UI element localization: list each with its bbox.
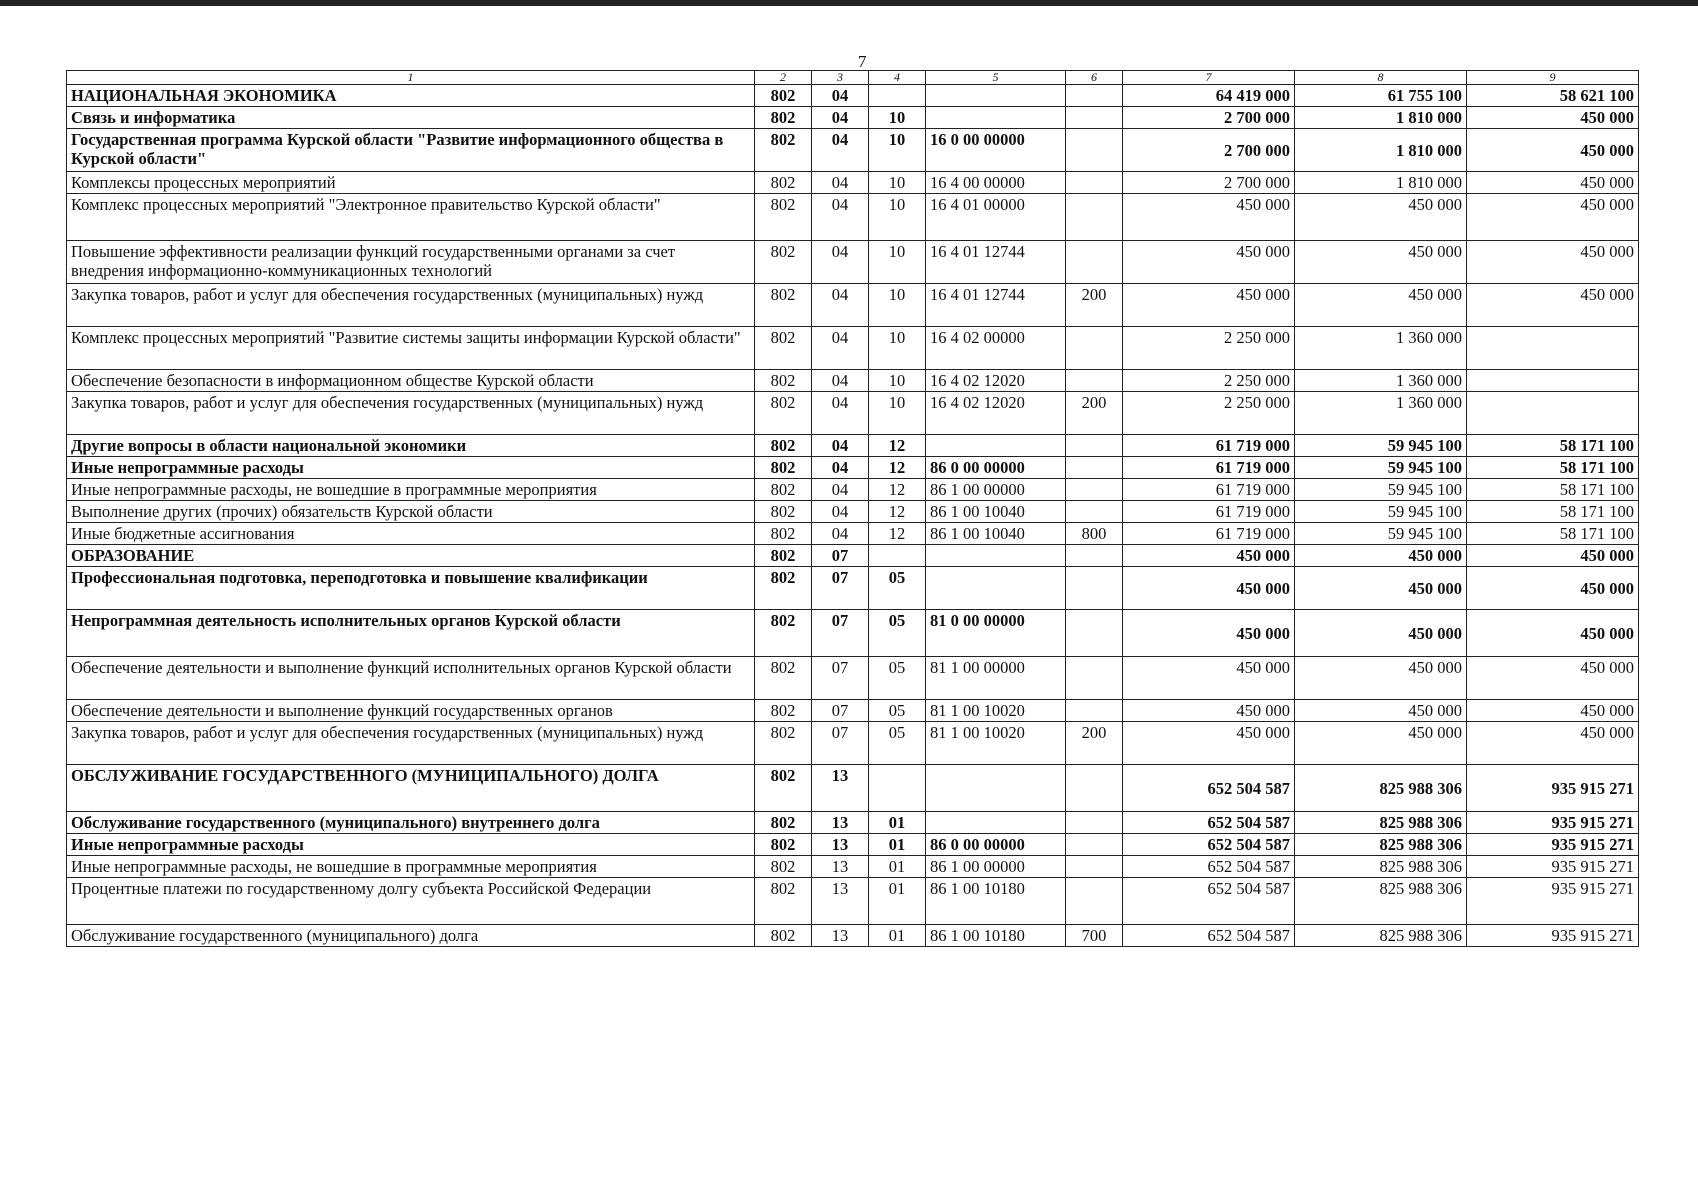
subsection-code: 05	[869, 657, 926, 700]
table-row	[67, 834, 1639, 856]
line-item-name: Комплексы процессных мероприятий	[67, 172, 755, 194]
expense-type-code	[1066, 657, 1123, 700]
subsection-code: 01	[869, 856, 926, 878]
line-item-name: Закупка товаров, работ и услуг для обеспечения государственных (муниципальных) нужд	[67, 722, 755, 765]
amount-year-2: 59 945 100	[1295, 523, 1467, 545]
amount-year-3: 450 000	[1467, 107, 1639, 129]
section-code: 07	[812, 545, 869, 567]
table-row	[67, 700, 1639, 722]
subsection-code: 05	[869, 722, 926, 765]
amount-year-1: 652 504 587	[1123, 812, 1295, 834]
ministry-code: 802	[755, 610, 812, 657]
subsection-code: 12	[869, 435, 926, 457]
scan-top-edge	[0, 0, 1698, 6]
ministry-code: 802	[755, 129, 812, 172]
table-body	[67, 71, 1639, 947]
target-article-code: 86 1 00 00000	[926, 856, 1066, 878]
amount-year-1: 61 719 000	[1123, 457, 1295, 479]
ministry-code: 802	[755, 241, 812, 284]
line-item-name: Иные непрограммные расходы	[67, 834, 755, 856]
amount-year-1: 652 504 587	[1123, 765, 1295, 812]
expense-type-code: 800	[1066, 523, 1123, 545]
expense-type-code: 200	[1066, 284, 1123, 327]
amount-year-3: 58 171 100	[1467, 457, 1639, 479]
table-row	[67, 925, 1639, 947]
ministry-code: 802	[755, 722, 812, 765]
section-code: 04	[812, 129, 869, 172]
amount-year-2: 61 755 100	[1295, 85, 1467, 107]
section-code: 04	[812, 523, 869, 545]
line-item-name: Иные бюджетные ассигнования	[67, 523, 755, 545]
table-row	[67, 765, 1639, 812]
ministry-code: 802	[755, 435, 812, 457]
amount-year-1: 450 000	[1123, 194, 1295, 241]
section-code: 04	[812, 194, 869, 241]
table-row	[67, 284, 1639, 327]
amount-year-2: 59 945 100	[1295, 435, 1467, 457]
amount-year-2: 825 988 306	[1295, 878, 1467, 925]
line-item-name: Повышение эффективности реализации функций государственными органами за счет внедрения информационно-коммуникационных технологий	[67, 241, 755, 284]
subsection-code: 12	[869, 457, 926, 479]
amount-year-1: 61 719 000	[1123, 501, 1295, 523]
line-item-name: Связь и информатика	[67, 107, 755, 129]
expense-type-code	[1066, 457, 1123, 479]
line-item-name: Закупка товаров, работ и услуг для обеспечения государственных (муниципальных) нужд	[67, 284, 755, 327]
table-row	[67, 567, 1639, 610]
target-article-code	[926, 567, 1066, 610]
table-row	[67, 172, 1639, 194]
section-code: 13	[812, 834, 869, 856]
section-code: 13	[812, 765, 869, 812]
ministry-code: 802	[755, 172, 812, 194]
amount-year-2: 1 360 000	[1295, 327, 1467, 370]
subsection-code: 05	[869, 700, 926, 722]
amount-year-1: 450 000	[1123, 657, 1295, 700]
amount-year-1: 652 504 587	[1123, 856, 1295, 878]
subsection-code: 01	[869, 812, 926, 834]
subsection-code: 12	[869, 479, 926, 501]
expense-type-code	[1066, 812, 1123, 834]
section-code: 04	[812, 327, 869, 370]
target-article-code: 86 1 00 00000	[926, 479, 1066, 501]
target-article-code: 86 0 00 00000	[926, 834, 1066, 856]
table-row	[67, 856, 1639, 878]
line-item-name: Иные непрограммные расходы, не вошедшие в программные мероприятия	[67, 479, 755, 501]
amount-year-2: 450 000	[1295, 722, 1467, 765]
expense-type-code	[1066, 194, 1123, 241]
ministry-code: 802	[755, 327, 812, 370]
ministry-code: 802	[755, 501, 812, 523]
expense-type-code	[1066, 241, 1123, 284]
amount-year-2: 450 000	[1295, 194, 1467, 241]
amount-year-2: 59 945 100	[1295, 501, 1467, 523]
amount-year-2: 450 000	[1295, 241, 1467, 284]
line-item-name: Комплекс процессных мероприятий "Электронное правительство Курской области"	[67, 194, 755, 241]
target-article-code	[926, 107, 1066, 129]
amount-year-1: 450 000	[1123, 567, 1295, 610]
amount-year-3: 935 915 271	[1467, 925, 1639, 947]
target-article-code	[926, 545, 1066, 567]
section-code: 04	[812, 85, 869, 107]
target-article-code: 16 4 01 12744	[926, 284, 1066, 327]
amount-year-3: 58 171 100	[1467, 479, 1639, 501]
amount-year-2: 1 360 000	[1295, 370, 1467, 392]
subsection-code: 10	[869, 129, 926, 172]
expense-type-code	[1066, 107, 1123, 129]
ministry-code: 802	[755, 657, 812, 700]
amount-year-1: 652 504 587	[1123, 878, 1295, 925]
section-code: 04	[812, 107, 869, 129]
header-cell: 6	[1066, 71, 1123, 85]
amount-year-1: 2 700 000	[1123, 129, 1295, 172]
expense-type-code: 700	[1066, 925, 1123, 947]
amount-year-1: 450 000	[1123, 545, 1295, 567]
amount-year-3: 58 171 100	[1467, 435, 1639, 457]
amount-year-1: 450 000	[1123, 284, 1295, 327]
line-item-name: Выполнение других (прочих) обязательств Курской области	[67, 501, 755, 523]
subsection-code: 01	[869, 878, 926, 925]
section-code: 04	[812, 284, 869, 327]
amount-year-3: 450 000	[1467, 129, 1639, 172]
amount-year-3: 450 000	[1467, 722, 1639, 765]
table-row	[67, 501, 1639, 523]
expense-type-code	[1066, 327, 1123, 370]
ministry-code: 802	[755, 479, 812, 501]
header-cell: 3	[812, 71, 869, 85]
amount-year-2: 825 988 306	[1295, 812, 1467, 834]
page-number: 7	[858, 52, 867, 71]
line-item-name: Закупка товаров, работ и услуг для обеспечения государственных (муниципальных) нужд	[67, 392, 755, 435]
ministry-code: 802	[755, 878, 812, 925]
section-code: 07	[812, 610, 869, 657]
expense-type-code	[1066, 501, 1123, 523]
target-article-code	[926, 435, 1066, 457]
header-cell: 1	[67, 71, 755, 85]
subsection-code	[869, 765, 926, 812]
subsection-code: 01	[869, 925, 926, 947]
amount-year-3: 450 000	[1467, 284, 1639, 327]
section-code: 04	[812, 172, 869, 194]
table-row	[67, 545, 1639, 567]
ministry-code: 802	[755, 457, 812, 479]
section-code: 04	[812, 241, 869, 284]
section-code: 04	[812, 479, 869, 501]
subsection-code: 10	[869, 107, 926, 129]
expense-type-code	[1066, 878, 1123, 925]
target-article-code	[926, 765, 1066, 812]
section-code: 04	[812, 435, 869, 457]
amount-year-3: 935 915 271	[1467, 834, 1639, 856]
target-article-code: 81 1 00 10020	[926, 700, 1066, 722]
target-article-code: 16 0 00 00000	[926, 129, 1066, 172]
line-item-name: Обслуживание государственного (муниципального) внутреннего долга	[67, 812, 755, 834]
amount-year-1: 2 250 000	[1123, 327, 1295, 370]
subsection-code: 12	[869, 523, 926, 545]
target-article-code: 16 4 00 00000	[926, 172, 1066, 194]
amount-year-2: 1 810 000	[1295, 107, 1467, 129]
expense-type-code: 200	[1066, 392, 1123, 435]
amount-year-3: 450 000	[1467, 172, 1639, 194]
amount-year-2: 59 945 100	[1295, 457, 1467, 479]
table-row	[67, 241, 1639, 284]
target-article-code: 86 1 00 10040	[926, 523, 1066, 545]
amount-year-1: 450 000	[1123, 610, 1295, 657]
table-row	[67, 457, 1639, 479]
amount-year-2: 825 988 306	[1295, 765, 1467, 812]
amount-year-3: 58 171 100	[1467, 523, 1639, 545]
target-article-code: 81 1 00 10020	[926, 722, 1066, 765]
expense-type-code	[1066, 129, 1123, 172]
amount-year-3: 450 000	[1467, 657, 1639, 700]
amount-year-1: 450 000	[1123, 241, 1295, 284]
target-article-code: 81 0 00 00000	[926, 610, 1066, 657]
amount-year-3	[1467, 392, 1639, 435]
table-row	[67, 129, 1639, 172]
expense-type-code	[1066, 610, 1123, 657]
ministry-code: 802	[755, 765, 812, 812]
amount-year-1: 2 250 000	[1123, 392, 1295, 435]
amount-year-2: 825 988 306	[1295, 925, 1467, 947]
section-code: 07	[812, 722, 869, 765]
line-item-name: Иные непрограммные расходы, не вошедшие в программные мероприятия	[67, 856, 755, 878]
section-code: 04	[812, 392, 869, 435]
expense-type-code	[1066, 85, 1123, 107]
amount-year-1: 61 719 000	[1123, 479, 1295, 501]
ministry-code: 802	[755, 523, 812, 545]
amount-year-3: 450 000	[1467, 241, 1639, 284]
table-row	[67, 435, 1639, 457]
section-code: 04	[812, 457, 869, 479]
amount-year-1: 2 250 000	[1123, 370, 1295, 392]
amount-year-3: 450 000	[1467, 545, 1639, 567]
line-item-name: Процентные платежи по государственному долгу субъекта Российской Федерации	[67, 878, 755, 925]
table-row	[67, 327, 1639, 370]
subsection-code: 01	[869, 834, 926, 856]
line-item-name: Обеспечение деятельности и выполнение функций государственных органов	[67, 700, 755, 722]
expense-type-code	[1066, 834, 1123, 856]
amount-year-3: 935 915 271	[1467, 878, 1639, 925]
table-row	[67, 85, 1639, 107]
expense-type-code	[1066, 435, 1123, 457]
target-article-code: 16 4 01 12744	[926, 241, 1066, 284]
amount-year-2: 450 000	[1295, 284, 1467, 327]
line-item-name: Непрограммная деятельность исполнительных органов Курской области	[67, 610, 755, 657]
table-row	[67, 722, 1639, 765]
expense-type-code	[1066, 172, 1123, 194]
section-code: 13	[812, 925, 869, 947]
subsection-code: 10	[869, 194, 926, 241]
amount-year-2: 825 988 306	[1295, 856, 1467, 878]
amount-year-3: 935 915 271	[1467, 765, 1639, 812]
amount-year-2: 450 000	[1295, 657, 1467, 700]
target-article-code	[926, 812, 1066, 834]
expense-type-code	[1066, 765, 1123, 812]
ministry-code: 802	[755, 545, 812, 567]
column-number-header	[67, 71, 1639, 85]
target-article-code: 86 0 00 00000	[926, 457, 1066, 479]
target-article-code: 16 4 02 12020	[926, 370, 1066, 392]
amount-year-1: 652 504 587	[1123, 925, 1295, 947]
header-cell: 8	[1295, 71, 1467, 85]
target-article-code: 16 4 02 12020	[926, 392, 1066, 435]
amount-year-3: 450 000	[1467, 567, 1639, 610]
header-cell: 2	[755, 71, 812, 85]
target-article-code: 81 1 00 00000	[926, 657, 1066, 700]
ministry-code: 802	[755, 812, 812, 834]
ministry-code: 802	[755, 392, 812, 435]
section-code: 04	[812, 501, 869, 523]
table-row	[67, 479, 1639, 501]
expense-type-code	[1066, 545, 1123, 567]
expense-type-code	[1066, 700, 1123, 722]
ministry-code: 802	[755, 567, 812, 610]
table-row	[67, 107, 1639, 129]
header-cell: 5	[926, 71, 1066, 85]
ministry-code: 802	[755, 925, 812, 947]
section-code: 13	[812, 878, 869, 925]
ministry-code: 802	[755, 284, 812, 327]
budget-table	[66, 70, 1639, 947]
line-item-name: ОБРАЗОВАНИЕ	[67, 545, 755, 567]
ministry-code: 802	[755, 370, 812, 392]
line-item-name: Иные непрограммные расходы	[67, 457, 755, 479]
subsection-code: 10	[869, 284, 926, 327]
target-article-code: 16 4 01 00000	[926, 194, 1066, 241]
table-row	[67, 610, 1639, 657]
line-item-name: Комплекс процессных мероприятий "Развитие системы защиты информации Курской области"	[67, 327, 755, 370]
section-code: 07	[812, 567, 869, 610]
table-row	[67, 657, 1639, 700]
line-item-name: НАЦИОНАЛЬНАЯ ЭКОНОМИКА	[67, 85, 755, 107]
line-item-name: Другие вопросы в области национальной экономики	[67, 435, 755, 457]
amount-year-1: 61 719 000	[1123, 435, 1295, 457]
subsection-code: 12	[869, 501, 926, 523]
ministry-code: 802	[755, 700, 812, 722]
ministry-code: 802	[755, 85, 812, 107]
amount-year-1: 450 000	[1123, 722, 1295, 765]
amount-year-1: 2 700 000	[1123, 107, 1295, 129]
table-row	[67, 523, 1639, 545]
line-item-name: Профессиональная подготовка, переподготовка и повышение квалификации	[67, 567, 755, 610]
amount-year-2: 450 000	[1295, 567, 1467, 610]
subsection-code: 10	[869, 327, 926, 370]
amount-year-1: 61 719 000	[1123, 523, 1295, 545]
section-code: 07	[812, 700, 869, 722]
table-row	[67, 392, 1639, 435]
amount-year-1: 652 504 587	[1123, 834, 1295, 856]
table-row	[67, 812, 1639, 834]
table-row	[67, 370, 1639, 392]
ministry-code: 802	[755, 856, 812, 878]
header-cell: 7	[1123, 71, 1295, 85]
header-cell: 9	[1467, 71, 1639, 85]
amount-year-3	[1467, 327, 1639, 370]
amount-year-1: 64 419 000	[1123, 85, 1295, 107]
target-article-code: 86 1 00 10040	[926, 501, 1066, 523]
ministry-code: 802	[755, 834, 812, 856]
expense-type-code	[1066, 567, 1123, 610]
section-code: 04	[812, 370, 869, 392]
amount-year-3: 58 171 100	[1467, 501, 1639, 523]
amount-year-3	[1467, 370, 1639, 392]
ministry-code: 802	[755, 107, 812, 129]
subsection-code: 05	[869, 610, 926, 657]
amount-year-2: 825 988 306	[1295, 834, 1467, 856]
subsection-code: 10	[869, 241, 926, 284]
section-code: 13	[812, 812, 869, 834]
subsection-code: 10	[869, 172, 926, 194]
header-cell: 4	[869, 71, 926, 85]
target-article-code: 86 1 00 10180	[926, 925, 1066, 947]
subsection-code: 10	[869, 392, 926, 435]
expense-type-code	[1066, 370, 1123, 392]
amount-year-2: 59 945 100	[1295, 479, 1467, 501]
line-item-name: Государственная программа Курской области "Развитие информационного общества в Курской области"	[67, 129, 755, 172]
expense-type-code: 200	[1066, 722, 1123, 765]
amount-year-1: 2 700 000	[1123, 172, 1295, 194]
amount-year-1: 450 000	[1123, 700, 1295, 722]
amount-year-3: 58 621 100	[1467, 85, 1639, 107]
amount-year-3: 450 000	[1467, 610, 1639, 657]
amount-year-2: 1 810 000	[1295, 129, 1467, 172]
amount-year-2: 1 810 000	[1295, 172, 1467, 194]
amount-year-3: 450 000	[1467, 194, 1639, 241]
line-item-name: Обслуживание государственного (муниципального) долга	[67, 925, 755, 947]
target-article-code: 16 4 02 00000	[926, 327, 1066, 370]
line-item-name: Обеспечение безопасности в информационном обществе Курской области	[67, 370, 755, 392]
amount-year-2: 450 000	[1295, 545, 1467, 567]
subsection-code	[869, 545, 926, 567]
target-article-code	[926, 85, 1066, 107]
subsection-code: 05	[869, 567, 926, 610]
table-row	[67, 194, 1639, 241]
section-code: 13	[812, 856, 869, 878]
amount-year-3: 450 000	[1467, 700, 1639, 722]
ministry-code: 802	[755, 194, 812, 241]
expense-type-code	[1066, 479, 1123, 501]
table-row	[67, 878, 1639, 925]
subsection-code	[869, 85, 926, 107]
line-item-name: Обеспечение деятельности и выполнение функций исполнительных органов Курской области	[67, 657, 755, 700]
section-code: 07	[812, 657, 869, 700]
line-item-name: ОБСЛУЖИВАНИЕ ГОСУДАРСТВЕННОГО (МУНИЦИПАЛЬНОГО) ДОЛГА	[67, 765, 755, 812]
amount-year-2: 450 000	[1295, 700, 1467, 722]
amount-year-3: 935 915 271	[1467, 856, 1639, 878]
subsection-code: 10	[869, 370, 926, 392]
amount-year-2: 450 000	[1295, 610, 1467, 657]
amount-year-2: 1 360 000	[1295, 392, 1467, 435]
expense-type-code	[1066, 856, 1123, 878]
amount-year-3: 935 915 271	[1467, 812, 1639, 834]
target-article-code: 86 1 00 10180	[926, 878, 1066, 925]
